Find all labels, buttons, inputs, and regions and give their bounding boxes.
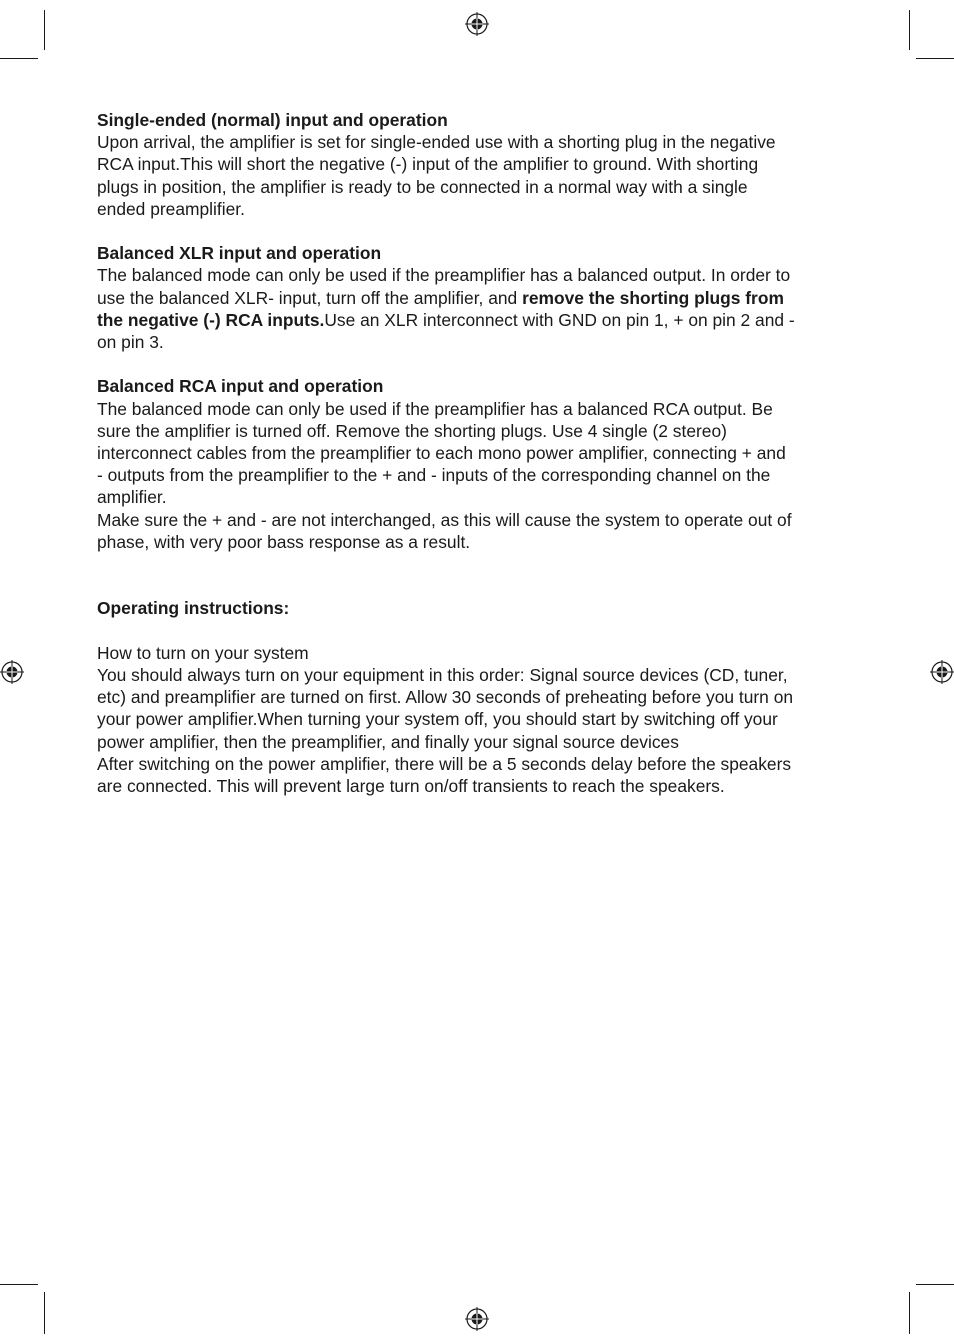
paragraph-line: The balanced mode can only be used if the preamplifier has a balanced RCA output. Be bbox=[97, 398, 773, 419]
registration-target-icon bbox=[930, 660, 954, 684]
paragraph-line: Make sure the + and - are not interchanged, as this will cause the system to operate out of bbox=[97, 509, 792, 530]
section-heading-operating-instructions: Operating instructions: bbox=[97, 598, 290, 619]
subheading-turn-on: How to turn on your system bbox=[97, 642, 309, 663]
paragraph-line: power amplifier, then the preamplifier, and finally your signal source devices bbox=[97, 731, 679, 752]
crop-mark-bottom-left-horizontal bbox=[0, 1284, 38, 1285]
section-heading-single-ended: Single-ended (normal) input and operation bbox=[97, 110, 448, 130]
paragraph-line: phase, with very poor bass response as a result. bbox=[97, 531, 471, 552]
paragraph-text: Use an XLR interconnect with GND on pin 1, + on pin 2 and - bbox=[324, 309, 795, 330]
paragraph-line: You should always turn on your equipment in this order: Signal source devices (CD, tuner, bbox=[97, 665, 788, 686]
crop-mark-top-right-horizontal bbox=[916, 58, 954, 59]
paragraph-line: RCA input.This will short the negative (-) input of the amplifier to ground. With shorting bbox=[97, 154, 759, 175]
paragraph-line: sure the amplifier is turned off. Remove the shorting plugs. Use 4 single (2 stereo) bbox=[97, 420, 727, 441]
crop-mark-top-right-vertical bbox=[909, 10, 910, 50]
paragraph-line: - outputs from the preamplifier to the + and - inputs of the corresponding channel on the bbox=[97, 465, 771, 486]
crop-mark-top-left-horizontal bbox=[0, 58, 38, 59]
paragraph-line: on pin 3. bbox=[97, 332, 164, 353]
crop-mark-top-left-vertical bbox=[44, 10, 45, 50]
crop-mark-bottom-right-vertical bbox=[909, 1292, 910, 1334]
registration-target-icon bbox=[0, 660, 24, 684]
paragraph-line: amplifier. bbox=[97, 487, 167, 508]
section-heading-balanced-xlr: Balanced XLR input and operation bbox=[97, 243, 382, 264]
paragraph-line: plugs in position, the amplifier is ready to be connected in a normal way with a single bbox=[97, 176, 748, 197]
section-heading-balanced-rca: Balanced RCA input and operation bbox=[97, 376, 384, 397]
paragraph-line bbox=[97, 309, 857, 331]
paragraph-line: ended preamplifier. bbox=[97, 198, 245, 219]
registration-target-icon bbox=[465, 12, 489, 36]
paragraph-text: use the balanced XLR- input, turn off the amplifier, and bbox=[97, 287, 523, 308]
crop-mark-bottom-left-vertical bbox=[44, 1292, 45, 1334]
paragraph-line: interconnect cables from the preamplifier to each mono power amplifier, connecting + and bbox=[97, 443, 786, 464]
paragraph-line: your power amplifier.When turning your system off, you should start by switching off your bbox=[97, 709, 778, 730]
paragraph-line: Upon arrival, the amplifier is set for single-ended use with a shorting plug in the negative bbox=[97, 132, 776, 153]
paragraph-line: are connected. This will prevent large turn on/off transients to reach the speakers. bbox=[97, 776, 725, 797]
emphasis-text: remove the shorting plugs from bbox=[522, 287, 784, 308]
paragraph-line: etc) and preamplifier are turned on first. Allow 30 seconds of preheating before you turn on bbox=[97, 687, 794, 708]
registration-target-icon bbox=[465, 1307, 489, 1331]
paragraph-line bbox=[97, 287, 857, 309]
paragraph-line: The balanced mode can only be used if the preamplifier has a balanced output. In order to bbox=[97, 265, 791, 286]
emphasis-text: the negative (-) RCA inputs. bbox=[97, 309, 325, 330]
manual-page-body bbox=[97, 109, 857, 797]
crop-mark-bottom-right-horizontal bbox=[916, 1284, 954, 1285]
paragraph-line: After switching on the power amplifier, there will be a 5 seconds delay before the speakers bbox=[97, 753, 792, 774]
